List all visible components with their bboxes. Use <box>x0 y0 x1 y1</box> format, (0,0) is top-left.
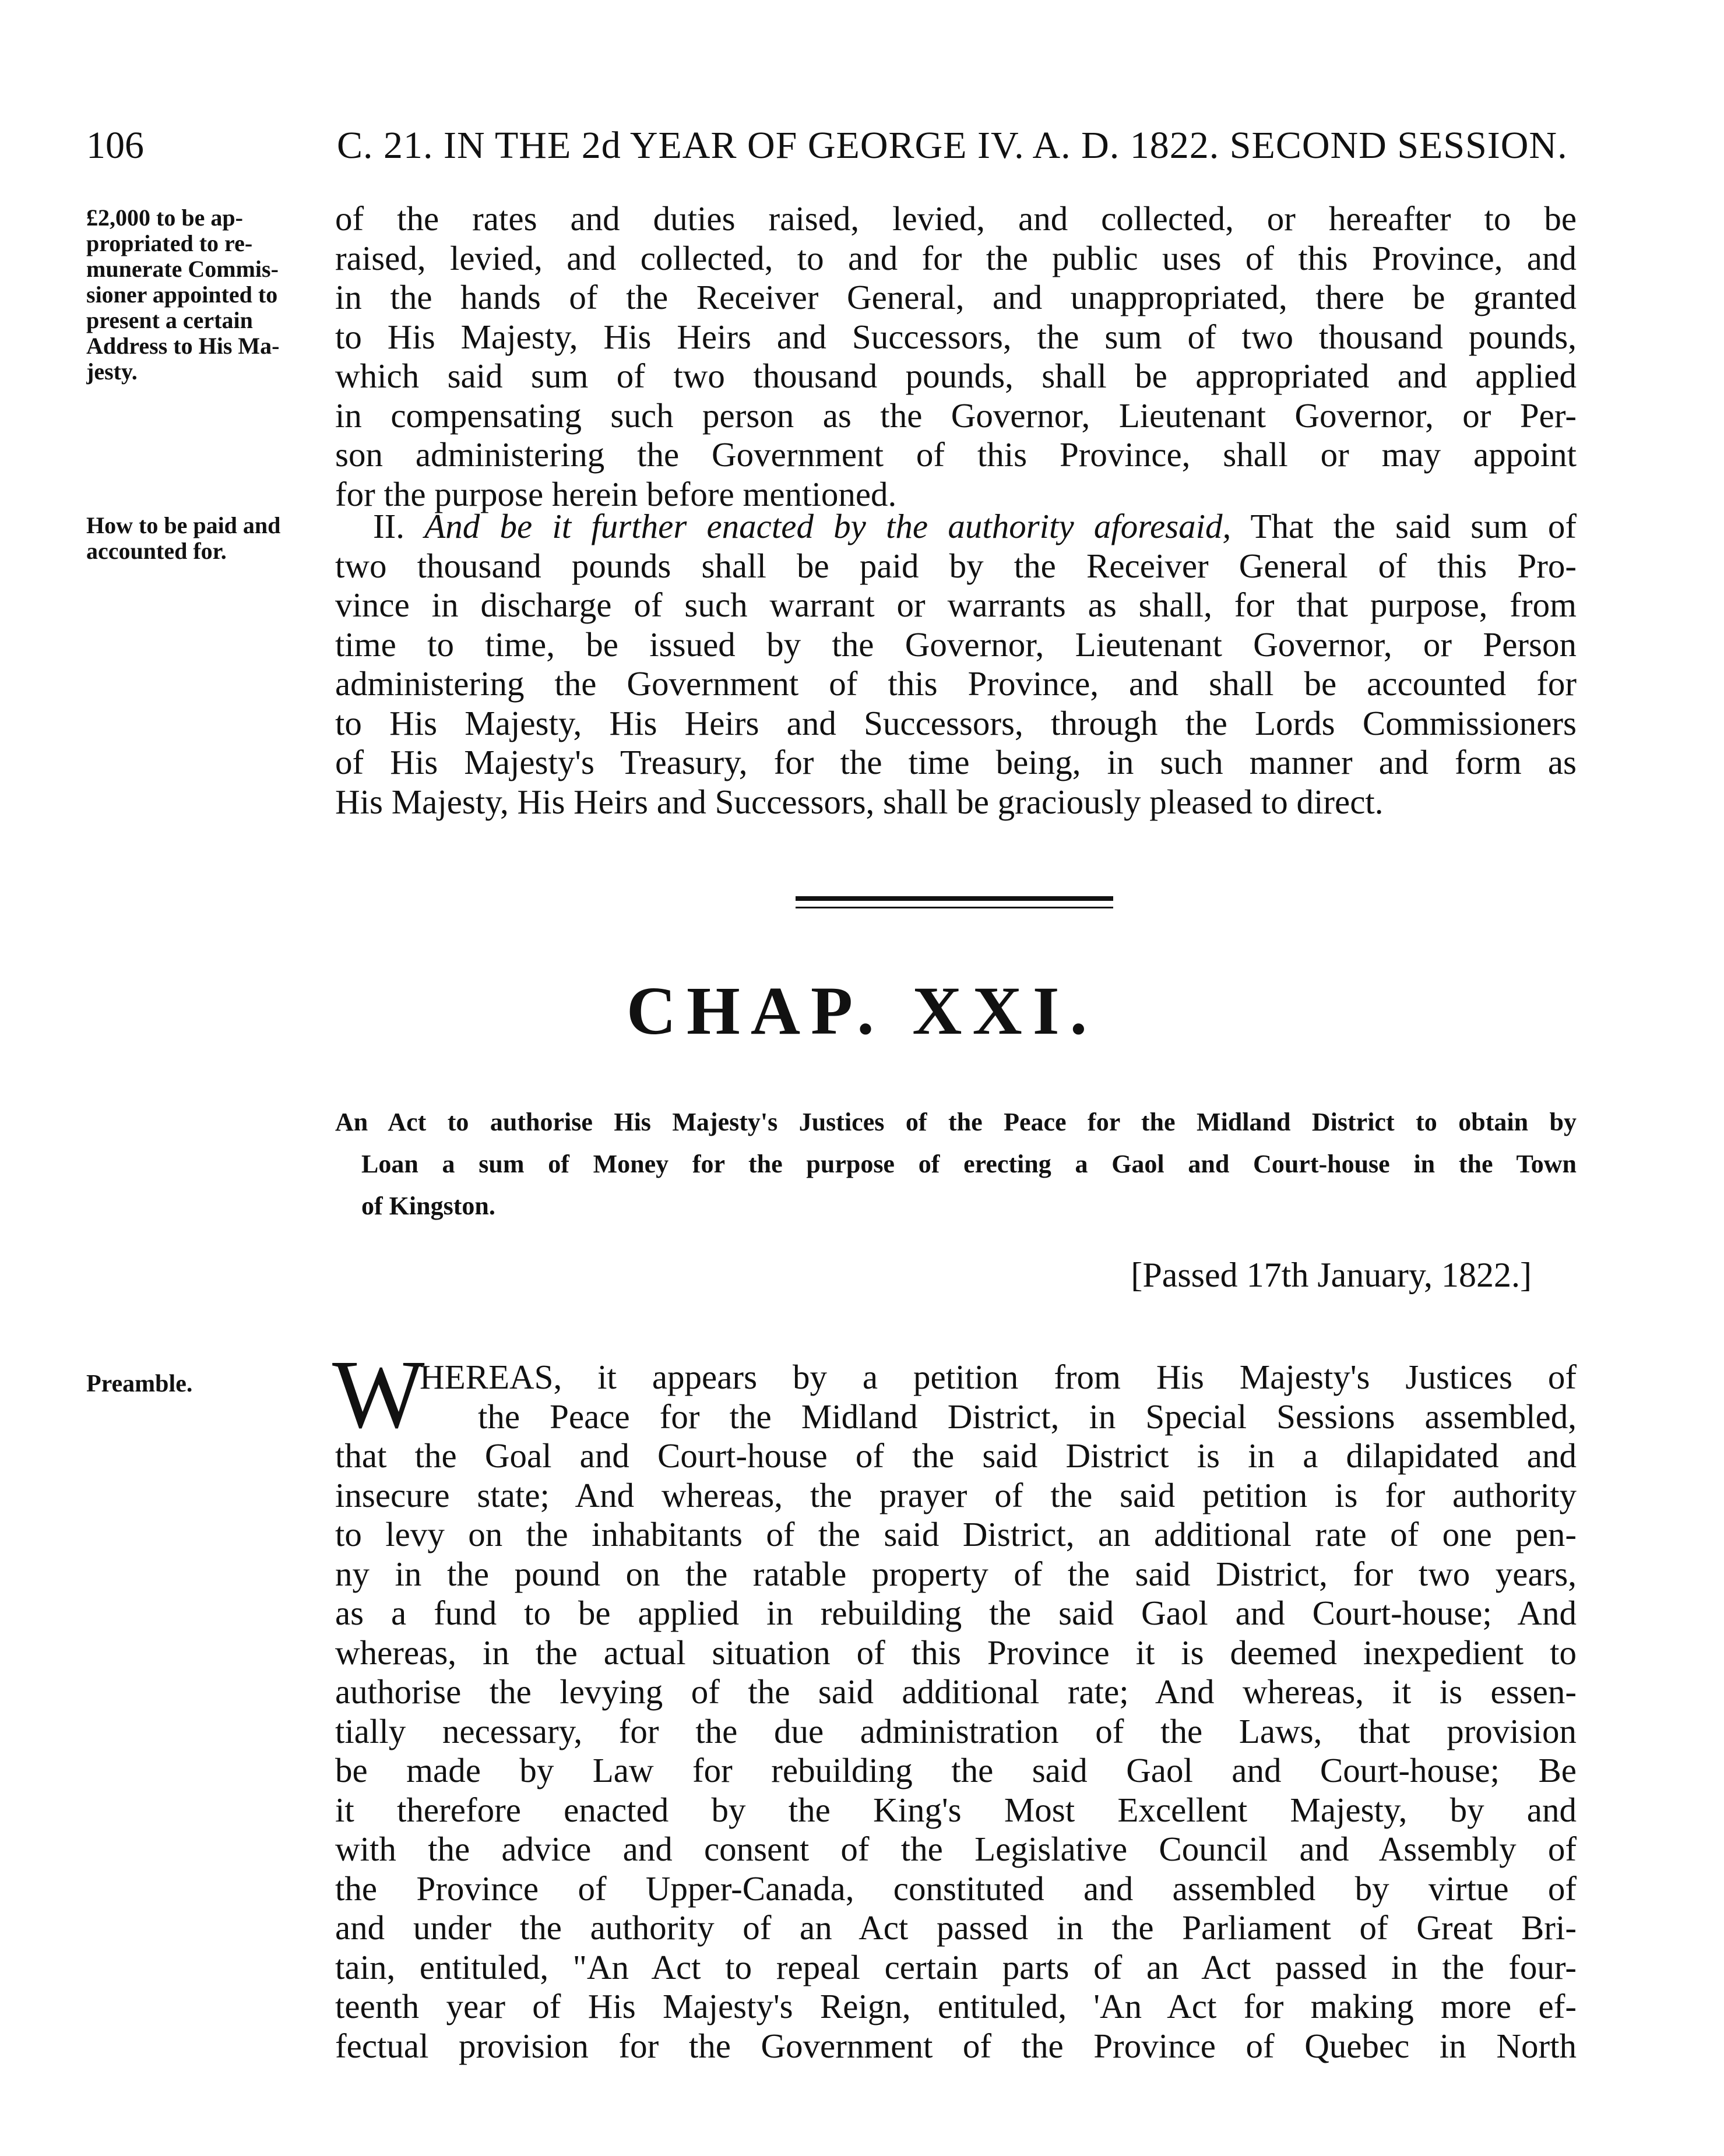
text-line: whereas, in the actual situation of this Province it is deemed inexpedient to <box>335 1633 1577 1672</box>
text-line: ny in the pound on the ratable property of the said District, for two years, <box>335 1554 1577 1593</box>
margin-note-line: accounted for. <box>86 538 227 564</box>
text-line: in the hands of the Receiver General, and unappropriated, there be granted <box>335 278 1577 316</box>
section-two-text <box>335 507 1577 822</box>
text-line: vince in discharge of such warrant or warrants as shall, for that purpose, from <box>335 586 1577 624</box>
text-line: the Peace for the Midland District, in Special Sessions assembled, <box>478 1397 1577 1436</box>
enacting-clause: And be it further enacted by the authority aforesaid, <box>424 507 1232 545</box>
act-title-line: Loan a sum of Money for the purpose of erecting a Gaol and Court-house in the Town <box>361 1150 1577 1178</box>
text-line: in compensating such person as the Governor, Lieutenant Governor, or Per- <box>335 396 1577 435</box>
page-number: 106 <box>86 124 144 167</box>
text-line: that the Goal and Court-house of the said District is in a dilapidated and <box>335 1436 1577 1475</box>
double-rule-thin <box>796 907 1113 908</box>
drop-cap: W <box>332 1340 425 1449</box>
margin-note-line: Address to His Ma- <box>86 333 280 359</box>
text-line: of the rates and duties raised, levied, and collected, or hereafter to be <box>335 199 1577 238</box>
text-line: His Majesty, His Heirs and Successors, shall be graciously pleased to direct. <box>335 782 1384 821</box>
section-one-text <box>335 199 1577 514</box>
text-line: time to time, be issued by the Governor, Lieutenant Governor, or Person <box>335 625 1577 664</box>
text-line: tially necessary, for the due administration of the Laws, that provision <box>335 1711 1577 1750</box>
text-line: HEREAS, it appears by a petition from His Majesty's Justices of <box>420 1358 1577 1396</box>
section-number: II. <box>373 507 405 545</box>
text-line: to His Majesty, His Heirs and Successors, through the Lords Commissioners <box>335 703 1577 742</box>
text-fragment: That the said sum of <box>1250 507 1577 545</box>
preamble-opening <box>420 1358 1577 1436</box>
text-line: authorise the levying of the said additional rate; And whereas, it is essen- <box>335 1672 1577 1711</box>
text-line: two thousand pounds shall be paid by the Receiver General of this Pro- <box>335 546 1577 585</box>
margin-note-line: propriated to re- <box>86 231 253 256</box>
text-line: teenth year of His Majesty's Reign, entituled, 'An Act for making more ef- <box>335 1987 1577 2025</box>
margin-note-line: present a certain <box>86 308 253 333</box>
preamble-text <box>335 1436 1577 2066</box>
act-title <box>335 1101 1577 1227</box>
margin-note-line: munerate Commis- <box>86 256 279 282</box>
margin-note-line: jesty. <box>86 359 138 385</box>
margin-note-payment <box>86 513 331 564</box>
text-line: be made by Law for rebuilding the said Gaol and Court-house; Be <box>335 1751 1577 1789</box>
text-line: with the advice and consent of the Legislative Council and Assembly of <box>335 1830 1577 1868</box>
chapter-title: CHAP. XXI. <box>626 973 1098 1049</box>
margin-note-preamble: Preamble. <box>86 1371 193 1397</box>
act-title-line: of Kingston. <box>361 1192 495 1220</box>
text-line: which said sum of two thousand pounds, shall be appropriated and applied <box>335 357 1577 395</box>
margin-note-grant <box>86 205 331 385</box>
section-two-first-line <box>335 507 1577 547</box>
margin-note-line: sioner appointed to <box>86 282 278 308</box>
text-line: to His Majesty, His Heirs and Successors, the sum of two thousand pounds, <box>335 317 1577 356</box>
double-rule-thick <box>796 896 1113 901</box>
text-line: raised, levied, and collected, to and for the public uses of this Province, and <box>335 238 1577 277</box>
text-line: the Province of Upper-Canada, constituted and assembled by virtue of <box>335 1869 1577 1908</box>
margin-note-line: £2,000 to be ap- <box>86 205 243 231</box>
text-line: for the purpose herein before mentioned. <box>335 474 897 513</box>
text-line: of His Majesty's Treasury, for the time being, in such manner and form as <box>335 743 1577 781</box>
text-line: insecure state; And whereas, the prayer of the said petition is for authority <box>335 1475 1577 1514</box>
margin-note-line: How to be paid and <box>86 513 281 538</box>
running-title: C. 21. IN THE 2d YEAR OF GEORGE IV. A. D. 1822. SECOND SESSION. <box>337 124 1568 167</box>
running-head <box>86 119 1596 172</box>
act-title-line: An Act to authorise His Majesty's Justices of the Peace for the Midland District to obtain by <box>335 1108 1577 1136</box>
text-line: and under the authority of an Act passed in the Parliament of Great Bri- <box>335 1908 1577 1947</box>
passed-date: [Passed 17th January, 1822.] <box>1131 1256 1532 1294</box>
text-line: son administering the Government of this Province, shall or may appoint <box>335 435 1577 474</box>
text-line: administering the Government of this Province, and shall be accounted for <box>335 664 1577 703</box>
text-line: tain, entituled, "An Act to repeal certain parts of an Act passed in the four- <box>335 1947 1577 1986</box>
text-line: it therefore enacted by the King's Most Excellent Majesty, by and <box>335 1790 1577 1829</box>
text-line: to levy on the inhabitants of the said District, an additional rate of one pen- <box>335 1515 1577 1553</box>
text-line: as a fund to be applied in rebuilding the said Gaol and Court-house; And <box>335 1594 1577 1632</box>
text-line: fectual provision for the Government of the Province of Quebec in North <box>335 2026 1577 2065</box>
